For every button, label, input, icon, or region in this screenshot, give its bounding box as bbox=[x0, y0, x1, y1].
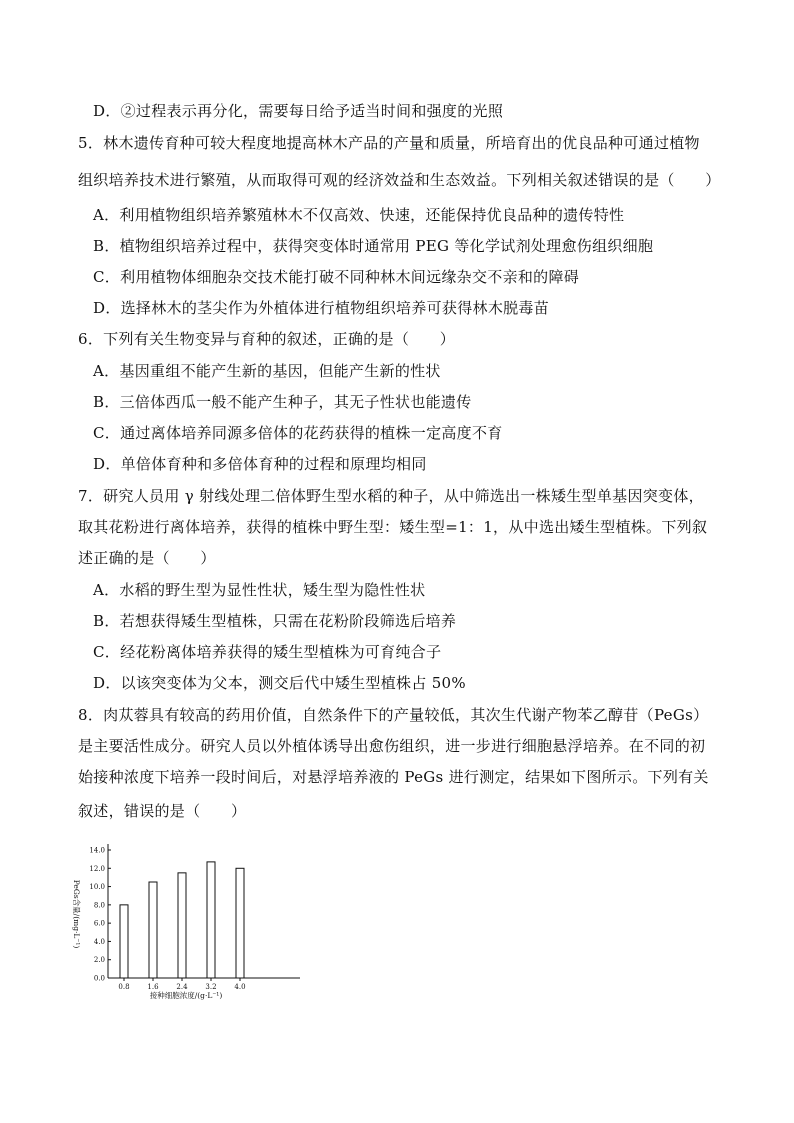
text-line: 取其花粉进行离体培养，获得的植株中野生型：矮生型=1：1，从中选出矮生型植株。下列叙 bbox=[78, 518, 708, 536]
y-tick-label: 8.0 bbox=[93, 901, 105, 910]
bar bbox=[149, 882, 157, 978]
text-line: 8．肉苁蓉具有较高的药用价值，自然条件下的产量较低，其次生代谢产物苯乙醇苷（PeGs） bbox=[78, 706, 709, 724]
y-tick-label: 14.0 bbox=[89, 846, 105, 855]
x-tick-label: 2.4 bbox=[176, 983, 188, 991]
text-line: 5．林木遗传育种可较大程度地提高林木产品的产量和质量，所培育出的优良品种可通过植物 bbox=[78, 134, 700, 152]
x-tick-label: 0.8 bbox=[118, 983, 130, 991]
text-line: B．若想获得矮生型植株，只需在花粉阶段筛选后培养 bbox=[93, 612, 457, 630]
text-line: A．基因重组不能产生新的基因，但能产生新的性状 bbox=[93, 362, 441, 380]
bar bbox=[236, 868, 244, 978]
text-line: C．利用植物体细胞杂交技术能打破不同种林木间远缘杂交不亲和的障碍 bbox=[93, 268, 580, 286]
bar bbox=[178, 873, 186, 978]
text-line: A．水稻的野生型为显性性状，矮生型为隐性性状 bbox=[93, 581, 426, 599]
pegs-bar-chart bbox=[60, 838, 300, 1008]
text-line: B．植物组织培养过程中，获得突变体时通常用 PEG 等化学试剂处理愈伤组织细胞 bbox=[93, 237, 654, 255]
text-line: C．通过离体培养同源多倍体的花药获得的植株一定高度不育 bbox=[93, 424, 503, 442]
text-line: A．利用植物组织培养繁殖林木不仅高效、快速，还能保持优良品种的遗传特性 bbox=[93, 206, 625, 224]
text-line: 组织培养技术进行繁殖，从而取得可观的经济效益和生态效益。下列相关叙述错误的是（ ） bbox=[78, 171, 721, 189]
text-line: B．三倍体西瓜一般不能产生种子，其无子性状也能遗传 bbox=[93, 393, 472, 411]
text-line: D．②过程表示再分化，需要每日给予适当时间和强度的光照 bbox=[93, 102, 504, 120]
text-line: 述正确的是（ ） bbox=[78, 549, 216, 567]
text-line: D．单倍体育种和多倍体育种的过程和原理均相同 bbox=[93, 455, 427, 473]
x-tick-label: 4.0 bbox=[234, 983, 246, 991]
bar bbox=[207, 862, 215, 978]
y-tick-label: 6.0 bbox=[93, 919, 105, 928]
x-tick-label: 1.6 bbox=[147, 983, 159, 991]
text-line: 7．研究人员用 γ 射线处理二倍体野生型水稻的种子，从中筛选出一株矮生型单基因突变体， bbox=[78, 487, 704, 505]
y-tick-label: 12.0 bbox=[89, 864, 105, 873]
text-line: 始接种浓度下培养一段时间后，对悬浮培养液的 PeGs 进行测定，结果如下图所示。下列有关 bbox=[78, 768, 709, 786]
y-tick-label: 2.0 bbox=[93, 956, 105, 965]
y-axis-label: PeGs含量/(mg·L⁻¹) bbox=[72, 879, 81, 949]
y-tick-label: 10.0 bbox=[89, 883, 105, 892]
x-axis-label: 接种细胞浓度/(g·L⁻¹) bbox=[149, 991, 223, 1000]
y-tick-label: 0.0 bbox=[93, 974, 105, 983]
text-line: D．以该突变体为父本，测交后代中矮生型植株占 50% bbox=[93, 674, 466, 692]
text-line: 是主要活性成分。研究人员以外植体诱导出愈伤组织，进一步进行细胞悬浮培养。在不同的初 bbox=[78, 737, 706, 755]
y-tick-label: 4.0 bbox=[93, 937, 105, 946]
bar bbox=[120, 905, 128, 978]
text-line: D．选择林木的茎尖作为外植体进行植物组织培养可获得林木脱毒苗 bbox=[93, 299, 550, 317]
text-line: C．经花粉离体培养获得的矮生型植株为可育纯合子 bbox=[93, 643, 442, 661]
text-line: 叙述，错误的是（ ） bbox=[78, 802, 247, 820]
text-line: 6．下列有关生物变异与育种的叙述，正确的是（ ） bbox=[78, 330, 456, 348]
x-tick-label: 3.2 bbox=[205, 983, 217, 991]
